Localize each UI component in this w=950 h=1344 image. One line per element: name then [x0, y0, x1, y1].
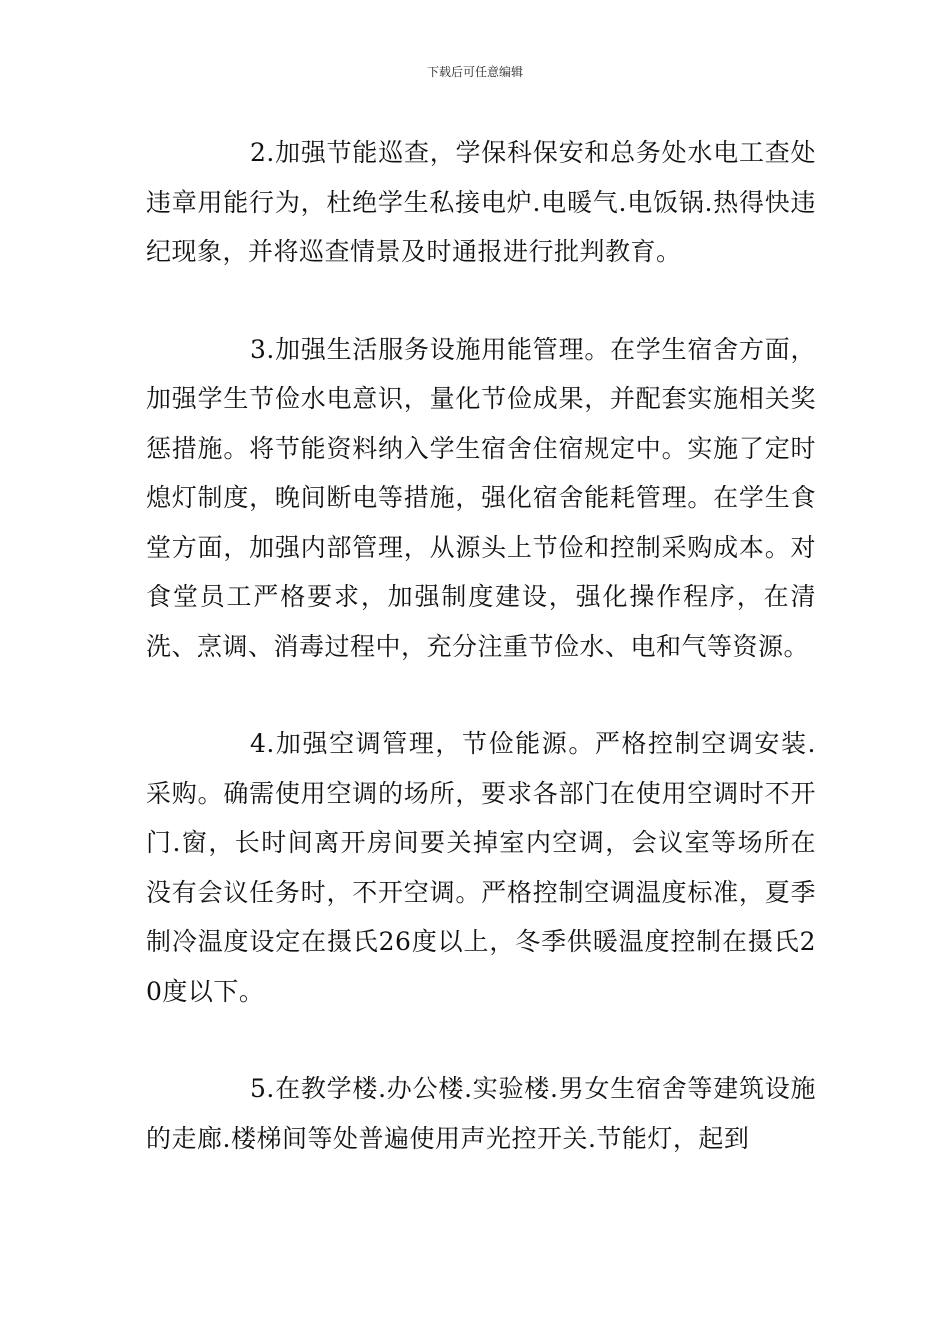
paragraph-item-3: 3.加强生活服务设施用能管理。在学生宿舍方面，加强学生节俭水电意识，量化节俭成果，并配套实施相关奖惩措施。将节能资料纳入学生宿舍住宿规定中。实施了定时熄灯制度，晚间断电等措施，强化宿舍能耗管理。在学生食堂方面，加强内部管理，从源头上节俭和控制采购成本。对食堂员工严格要求，加强制度建设，强化操作程序，在清洗、烹调、消毒过程中，充分注重节俭水、电和气等资源。: [146, 334, 816, 661]
paragraph-item-2: 2.加强节能巡查，学保科保安和总务处水电工查处违章用能行为，杜绝学生私接电炉.电暖气.电饭锅.热得快违纪现象，并将巡查情景及时通报进行批判教育。: [146, 138, 816, 266]
document-body: [146, 128, 816, 1163]
paragraph-item-5: 5.在教学楼.办公楼.实验楼.男女生宿舍等建筑设施的走廊.楼梯间等处普遍使用声光控开关.节能灯，起到: [146, 1074, 816, 1153]
page-header-note: 下载后可任意编辑: [426, 65, 523, 79]
paragraph-item-4: 4.加强空调管理，节俭能源。严格控制空调安装.采购。确需使用空调的场所，要求各部门在使用空调时不开门.窗，长时间离开房间要关掉室内空调，会议室等场所在没有会议任务时，不开空调。严格控制空调温度标准，夏季制冷温度设定在摄氏26度以上，冬季供暖温度控制在摄氏20度以下。: [146, 729, 816, 1006]
